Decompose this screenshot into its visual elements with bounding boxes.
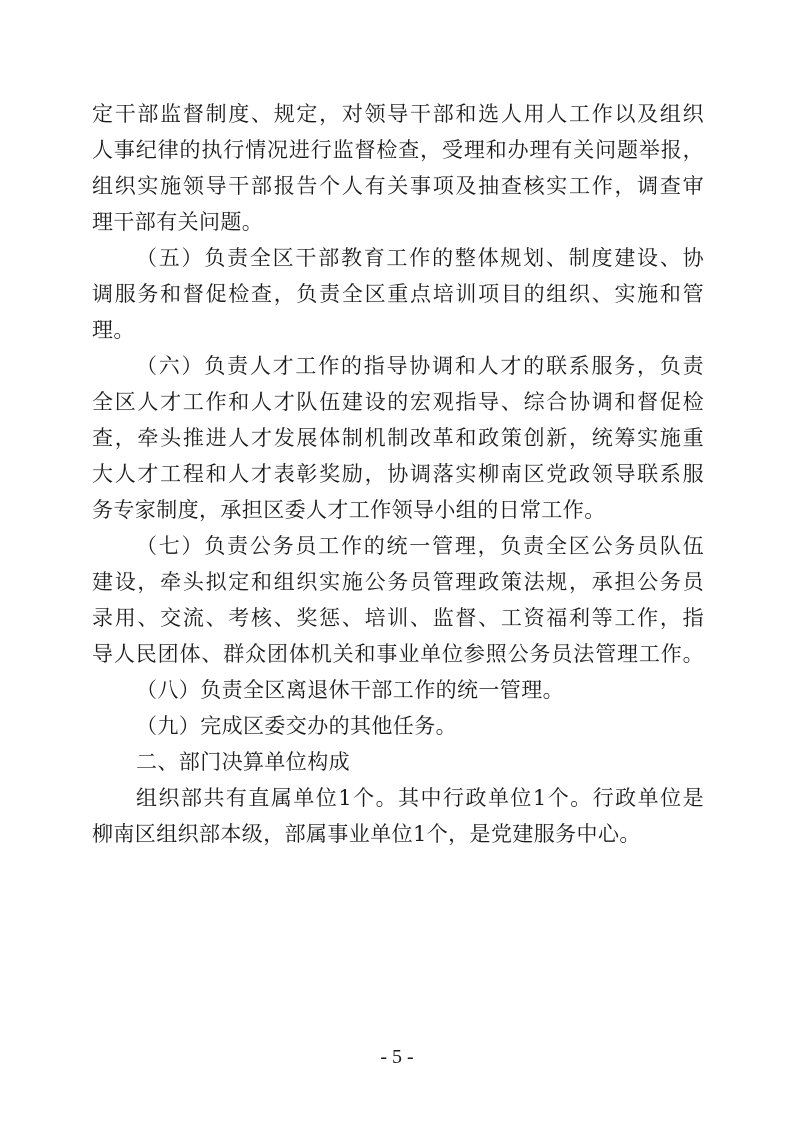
- body-text-line: 全区人才工作和人才队伍建设的宏观指导、综合协调和督促检: [92, 390, 704, 414]
- section-heading: 二、部门决算单位构成: [136, 750, 350, 774]
- body-text-line: 理干部有关问题。: [92, 210, 264, 234]
- section-9-heading-line: （九）完成区委交办的其他任务。: [136, 714, 457, 738]
- body-text-line: 调服务和督促检查，负责全区重点培训项目的组织、实施和管: [92, 282, 704, 306]
- body-text-line: 查，牵头推进人才发展体制机制改革和政策创新，统筹实施重: [92, 426, 704, 450]
- body-text-line: 导人民团体、群众团体机关和事业单位参照公务员法管理工作。: [92, 642, 704, 666]
- section-7-heading-line: （七）负责公务员工作的统一管理，负责全区公务员队伍: [136, 534, 704, 558]
- body-text-line: 录用、交流、考核、奖惩、培训、监督、工资福利等工作，指: [92, 606, 704, 630]
- body-text-line: 柳南区组织部本级，部属事业单位1个，是党建服务中心。: [92, 822, 641, 846]
- body-text-line: 务专家制度，承担区委人才工作领导小组的日常工作。: [92, 498, 606, 522]
- section-5-heading-line: （五）负责全区干部教育工作的整体规划、制度建设、协: [136, 246, 704, 270]
- body-text-line: 建设，牵头拟定和组织实施公务员管理政策法规，承担公务员: [92, 570, 704, 594]
- body-text-line: 定干部监督制度、规定，对领导干部和选人用人工作以及组织: [92, 102, 704, 126]
- page-number: - 5 -: [380, 1046, 414, 1068]
- body-text-line: 组织部共有直属单位1个。其中行政单位1个。行政单位是: [136, 786, 704, 810]
- body-text-line: 大人才工程和人才表彰奖励，协调落实柳南区党政领导联系服: [92, 462, 704, 486]
- section-8-heading-line: （八）负责全区离退休干部工作的统一管理。: [136, 678, 564, 702]
- body-text-line: 理。: [92, 318, 135, 342]
- section-6-heading-line: （六）负责人才工作的指导协调和人才的联系服务，负责: [136, 354, 704, 378]
- body-text-line: 人事纪律的执行情况进行监督检查，受理和办理有关问题举报，: [92, 138, 704, 162]
- body-text-line: 组织实施领导干部报告个人有关事项及抽查核实工作，调查审: [92, 174, 704, 198]
